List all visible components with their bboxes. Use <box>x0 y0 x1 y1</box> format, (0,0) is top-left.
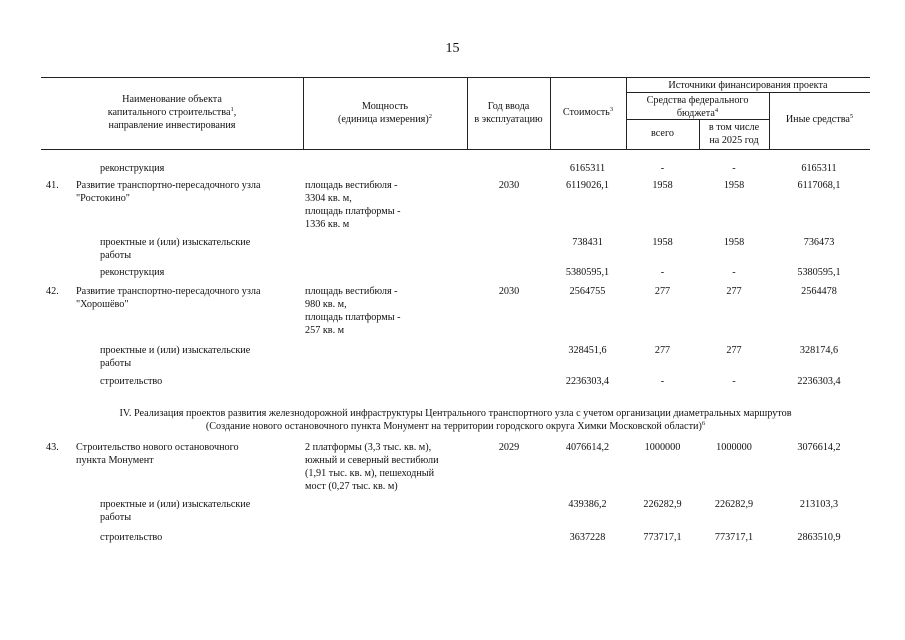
cell-cost: 2564755 <box>569 286 606 297</box>
row-label: строительство <box>100 532 163 543</box>
header-cost: Стоимость$^3$ <box>562 106 614 118</box>
cell-other: 3076614,2 <box>797 442 841 453</box>
object-name: Развитие транспортно-пересадочного узла "Хорошёво" <box>76 286 261 310</box>
cell-other: 736473 <box>803 237 835 248</box>
cell-cost: 328451,6 <box>568 345 607 356</box>
cell-cost: 6119026,1 <box>566 180 609 191</box>
row-label: строительство <box>100 376 163 387</box>
header-federal: Средства федерального бюджета$^4$ <box>646 95 749 119</box>
cell-other: 2863510,9 <box>797 532 841 543</box>
row-label: проектные и (или) изыскательские работы <box>100 345 251 369</box>
cell-federal-2025: 1958 <box>723 180 745 191</box>
cell-cost: 2236303,4 <box>565 376 610 387</box>
cell-federal-2025: - <box>732 376 736 387</box>
cell-cost: 3637228 <box>569 532 606 543</box>
cell-federal-2025: 773717,1 <box>714 532 754 543</box>
cell-other: 213103,3 <box>799 499 839 510</box>
cell-federal-total: 1958 <box>652 237 673 248</box>
header-year: Год ввода в эксплуатацию <box>474 101 543 125</box>
cell-federal-total: 226282,9 <box>643 499 682 510</box>
cell-cost: 439386,2 <box>568 499 607 510</box>
cell-other: 2564478 <box>801 286 837 297</box>
cell-cost: 6165311 <box>569 163 606 174</box>
cell-federal-2025: 277 <box>726 286 742 297</box>
header-name: Наименование объекта капитального строительства$^1$, направление инвестирования <box>107 94 237 131</box>
cell-year: 2030 <box>498 286 520 297</box>
header-sources: Источники финансирования проекта <box>668 80 828 91</box>
row-label: проектные и (или) изыскательские работы <box>100 499 251 523</box>
cell-year: 2029 <box>498 442 520 453</box>
cell-federal-total: 277 <box>654 345 671 356</box>
row-label: реконструкция <box>100 267 165 278</box>
cell-federal-2025: 1958 <box>723 237 745 248</box>
object-capacity: площадь вестибюля - 980 кв. м, площадь платформы - 257 кв. м <box>305 286 401 336</box>
cell-other: 6117068,1 <box>797 180 841 191</box>
section-heading: IV. Реализация проектов развития железнодорожной инфраструктуры Центрального транспортного узла с учетом организации диаметральных маршрутов (Создание нового остановочного пункта Монумент на территории городского округа Химки Московской области)$^6$ <box>119 408 792 432</box>
page-number: 15 <box>445 41 460 56</box>
cell-cost: 5380595,1 <box>565 267 610 278</box>
header-in-2025: в том числе на 2025 год <box>708 122 760 146</box>
header-other: Иные средства$^5$ <box>785 113 854 125</box>
cell-year: 2030 <box>498 180 520 191</box>
cell-federal-2025: - <box>732 267 736 278</box>
cell-other: 328174,6 <box>799 345 839 356</box>
object-capacity: 2 платформы (3,3 тыс. кв. м), южный и северный вестибюли (1,91 тыс. кв. м), пешеходный мост (0,27 тыс. кв. м) <box>305 442 439 492</box>
row-label: проектные и (или) изыскательские работы <box>100 237 251 261</box>
cell-cost: 738431 <box>572 237 603 248</box>
cell-federal-total: 1958 <box>652 180 673 191</box>
cell-federal-total: 1000000 <box>644 442 681 453</box>
cell-federal-total: - <box>660 163 665 174</box>
object-capacity: площадь вестибюля - 3304 кв. м, площадь платформы - 1336 кв. м <box>305 180 401 230</box>
cell-federal-2025: 1000000 <box>716 442 752 453</box>
object-name: Развитие транспортно-пересадочного узла "Ростокино" <box>76 180 261 204</box>
cell-federal-total: - <box>660 376 665 387</box>
cell-federal-total: - <box>660 267 665 278</box>
object-name: Строительство нового остановочного пункта Монумент <box>76 442 239 466</box>
cell-other: 2236303,4 <box>797 376 841 387</box>
cell-federal-2025: - <box>732 163 736 174</box>
cell-federal-2025: 226282,9 <box>714 499 754 510</box>
row-label: реконструкция <box>100 163 165 174</box>
cell-other: 6165311 <box>801 163 837 174</box>
row-number: 43. <box>46 442 59 453</box>
row-number: 41. <box>46 180 59 191</box>
header-capacity: Мощность (единица измерения)$^2$ <box>338 101 432 125</box>
row-number: 42. <box>46 286 59 297</box>
header-total: всего <box>651 128 674 139</box>
cell-federal-total: 773717,1 <box>643 532 682 543</box>
cell-other: 5380595,1 <box>797 267 841 278</box>
cell-cost: 4076614,2 <box>565 442 610 453</box>
cell-federal-total: 277 <box>654 286 671 297</box>
cell-federal-2025: 277 <box>726 345 742 356</box>
